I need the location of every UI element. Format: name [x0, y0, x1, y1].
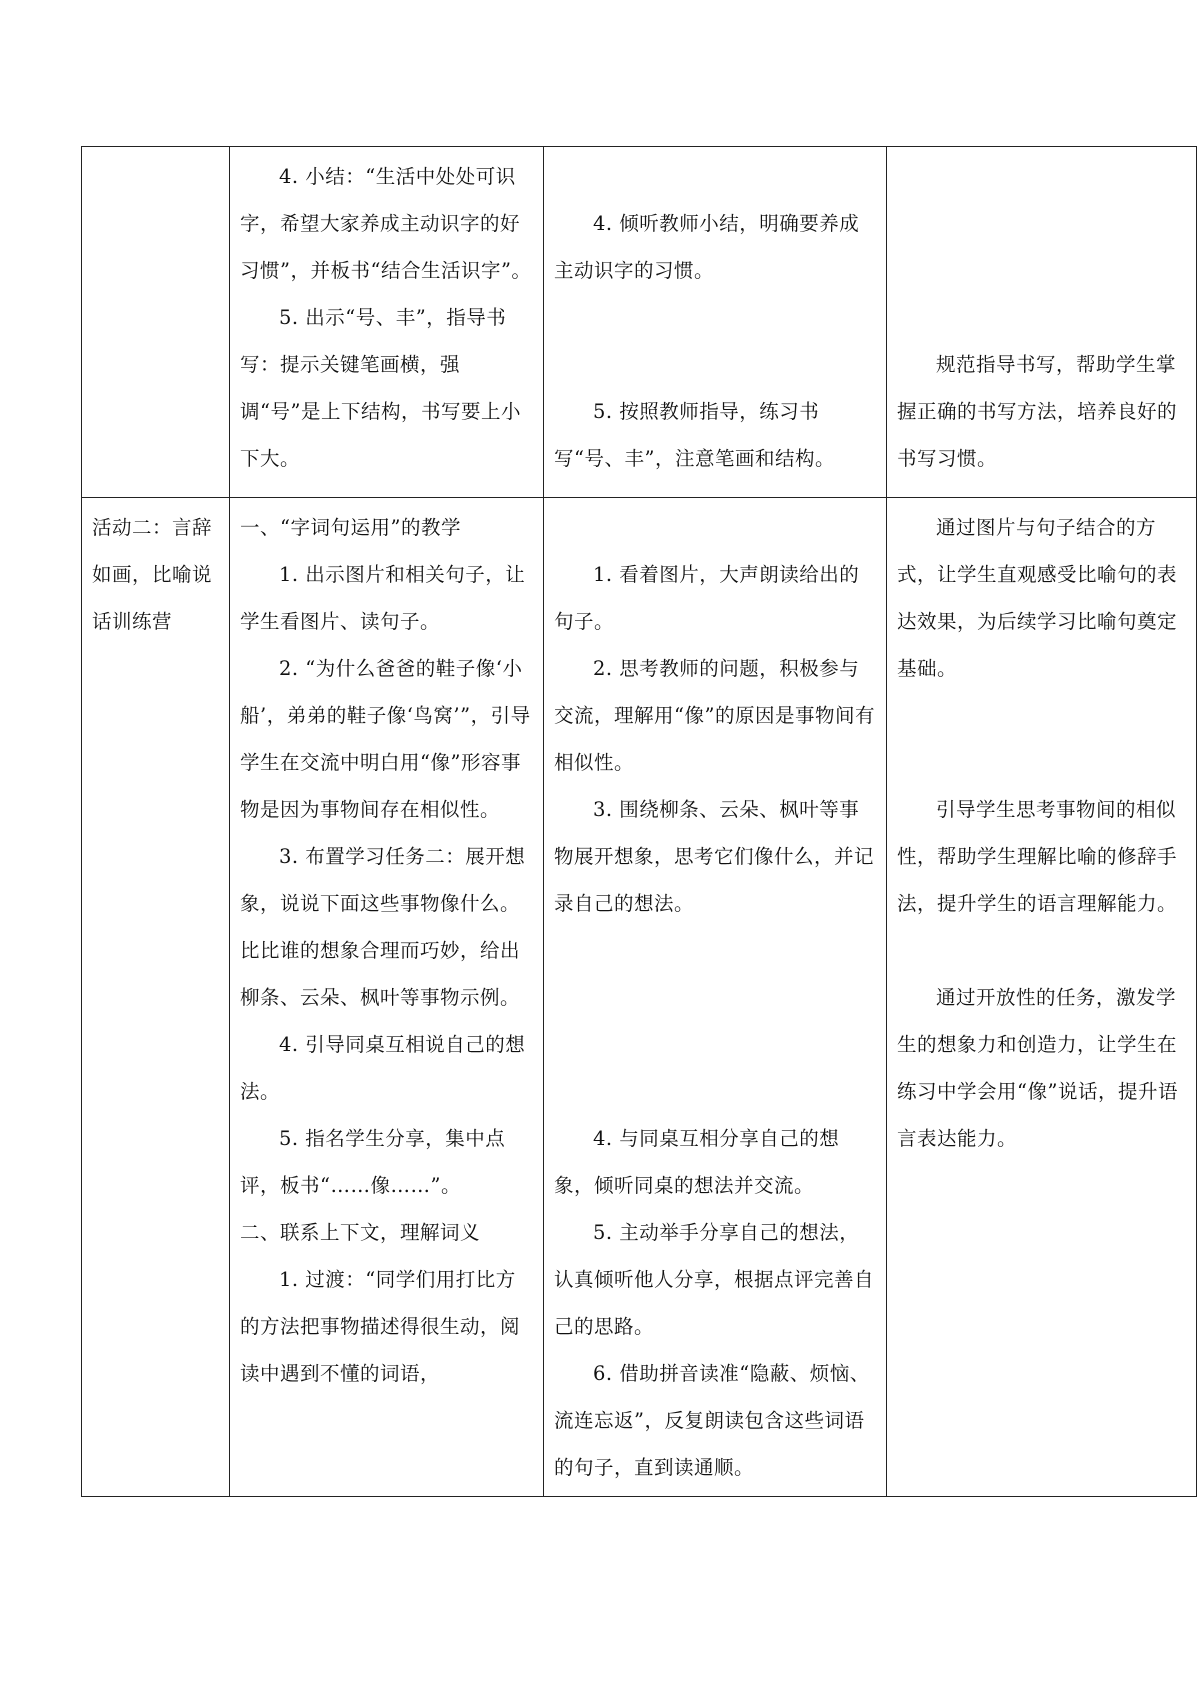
design-intent: 引导学生思考事物间的相似性，帮助学生理解比喻的修辞手法，提升学生的语言理解能力。 [897, 798, 1178, 915]
teacher-step: 2. “为什么爸爸的鞋子像‘小船’，弟弟的鞋子像‘鸟窝’”，引导学生在交流中明白用“像”形容事物是因为事物间存在相似性。 [240, 657, 531, 821]
teacher-step: 5. 出示“号、丰”，指导书写：提示关键笔画横，强调“号”是上下结构，书写要上小下大。 [240, 306, 521, 470]
teacher-step: 4. 引导同桌互相说自己的想法。 [240, 1033, 526, 1103]
design-intent-cell [887, 147, 1197, 498]
design-intent: 通过图片与句子结合的方式，让学生直观感受比喻句的表达效果，为后续学习比喻句奠定基础。 [897, 516, 1178, 680]
teacher-activity-cell [230, 147, 544, 498]
table-row [82, 147, 1197, 498]
teacher-step: 1. 出示图片和相关句子，让学生看图片、读句子。 [240, 563, 526, 633]
activity-cell [82, 147, 230, 498]
student-step: 1. 看着图片，大声朗读给出的句子。 [554, 563, 860, 633]
design-intent: 通过开放性的任务，激发学生的想象力和创造力，让学生在练习中学会用“像”说话，提升语言表达能力。 [897, 986, 1178, 1150]
activity-cell [82, 498, 230, 1497]
table-row [82, 498, 1197, 1497]
teacher-section-heading: 一、“字词句运用”的教学 [240, 516, 461, 539]
student-activity-cell [544, 498, 887, 1497]
student-step: 3. 围绕柳条、云朵、枫叶等事物展开想象，思考它们像什么，并记录自己的想法。 [554, 798, 875, 915]
teacher-section-heading: 二、联系上下文，理解词义 [240, 1221, 481, 1244]
student-step: 6. 借助拼音读准“隐蔽、烦恼、流连忘返”，反复朗读包含这些词语的句子，直到读通顺。 [554, 1362, 870, 1479]
student-step: 5. 主动举手分享自己的想法，认真倾听他人分享，根据点评完善自己的思路。 [554, 1221, 875, 1338]
student-step: 2. 思考教师的问题，积极参与交流，理解用“像”的原因是事物间有相似性。 [554, 657, 875, 774]
design-intent: 规范指导书写，帮助学生掌握正确的书写方法，培养良好的书写习惯。 [897, 353, 1178, 470]
student-step: 5. 按照教师指导，练习书写“号、丰”，注意笔画和结构。 [554, 400, 835, 470]
teacher-step: 1. 过渡：“同学们用打比方的方法把事物描述得很生动，阅读中遇到不懂的词语， [240, 1268, 521, 1385]
activity-name: 活动二：言辞如画，比喻说话训练营 [92, 516, 213, 633]
design-intent-cell [887, 498, 1197, 1497]
student-step: 4. 与同桌互相分享自己的想象，倾听同桌的想法并交流。 [554, 1127, 840, 1197]
teacher-activity-cell [230, 498, 544, 1497]
student-activity-cell [544, 147, 887, 498]
teacher-step: 4. 小结：“生活中处处可识字，希望大家养成主动识字的好习惯”，并板书“结合生活识字”。 [240, 165, 532, 282]
teacher-step: 3. 布置学习任务二：展开想象，说说下面这些事物像什么。比比谁的想象合理而巧妙，给出柳条、云朵、枫叶等事物示例。 [240, 845, 526, 1009]
teacher-step: 5. 指名学生分享，集中点评，板书“……像……”。 [240, 1127, 506, 1197]
lesson-plan-table [81, 146, 1197, 1497]
student-step: 4. 倾听教师小结，明确要养成主动识字的习惯。 [554, 212, 860, 282]
